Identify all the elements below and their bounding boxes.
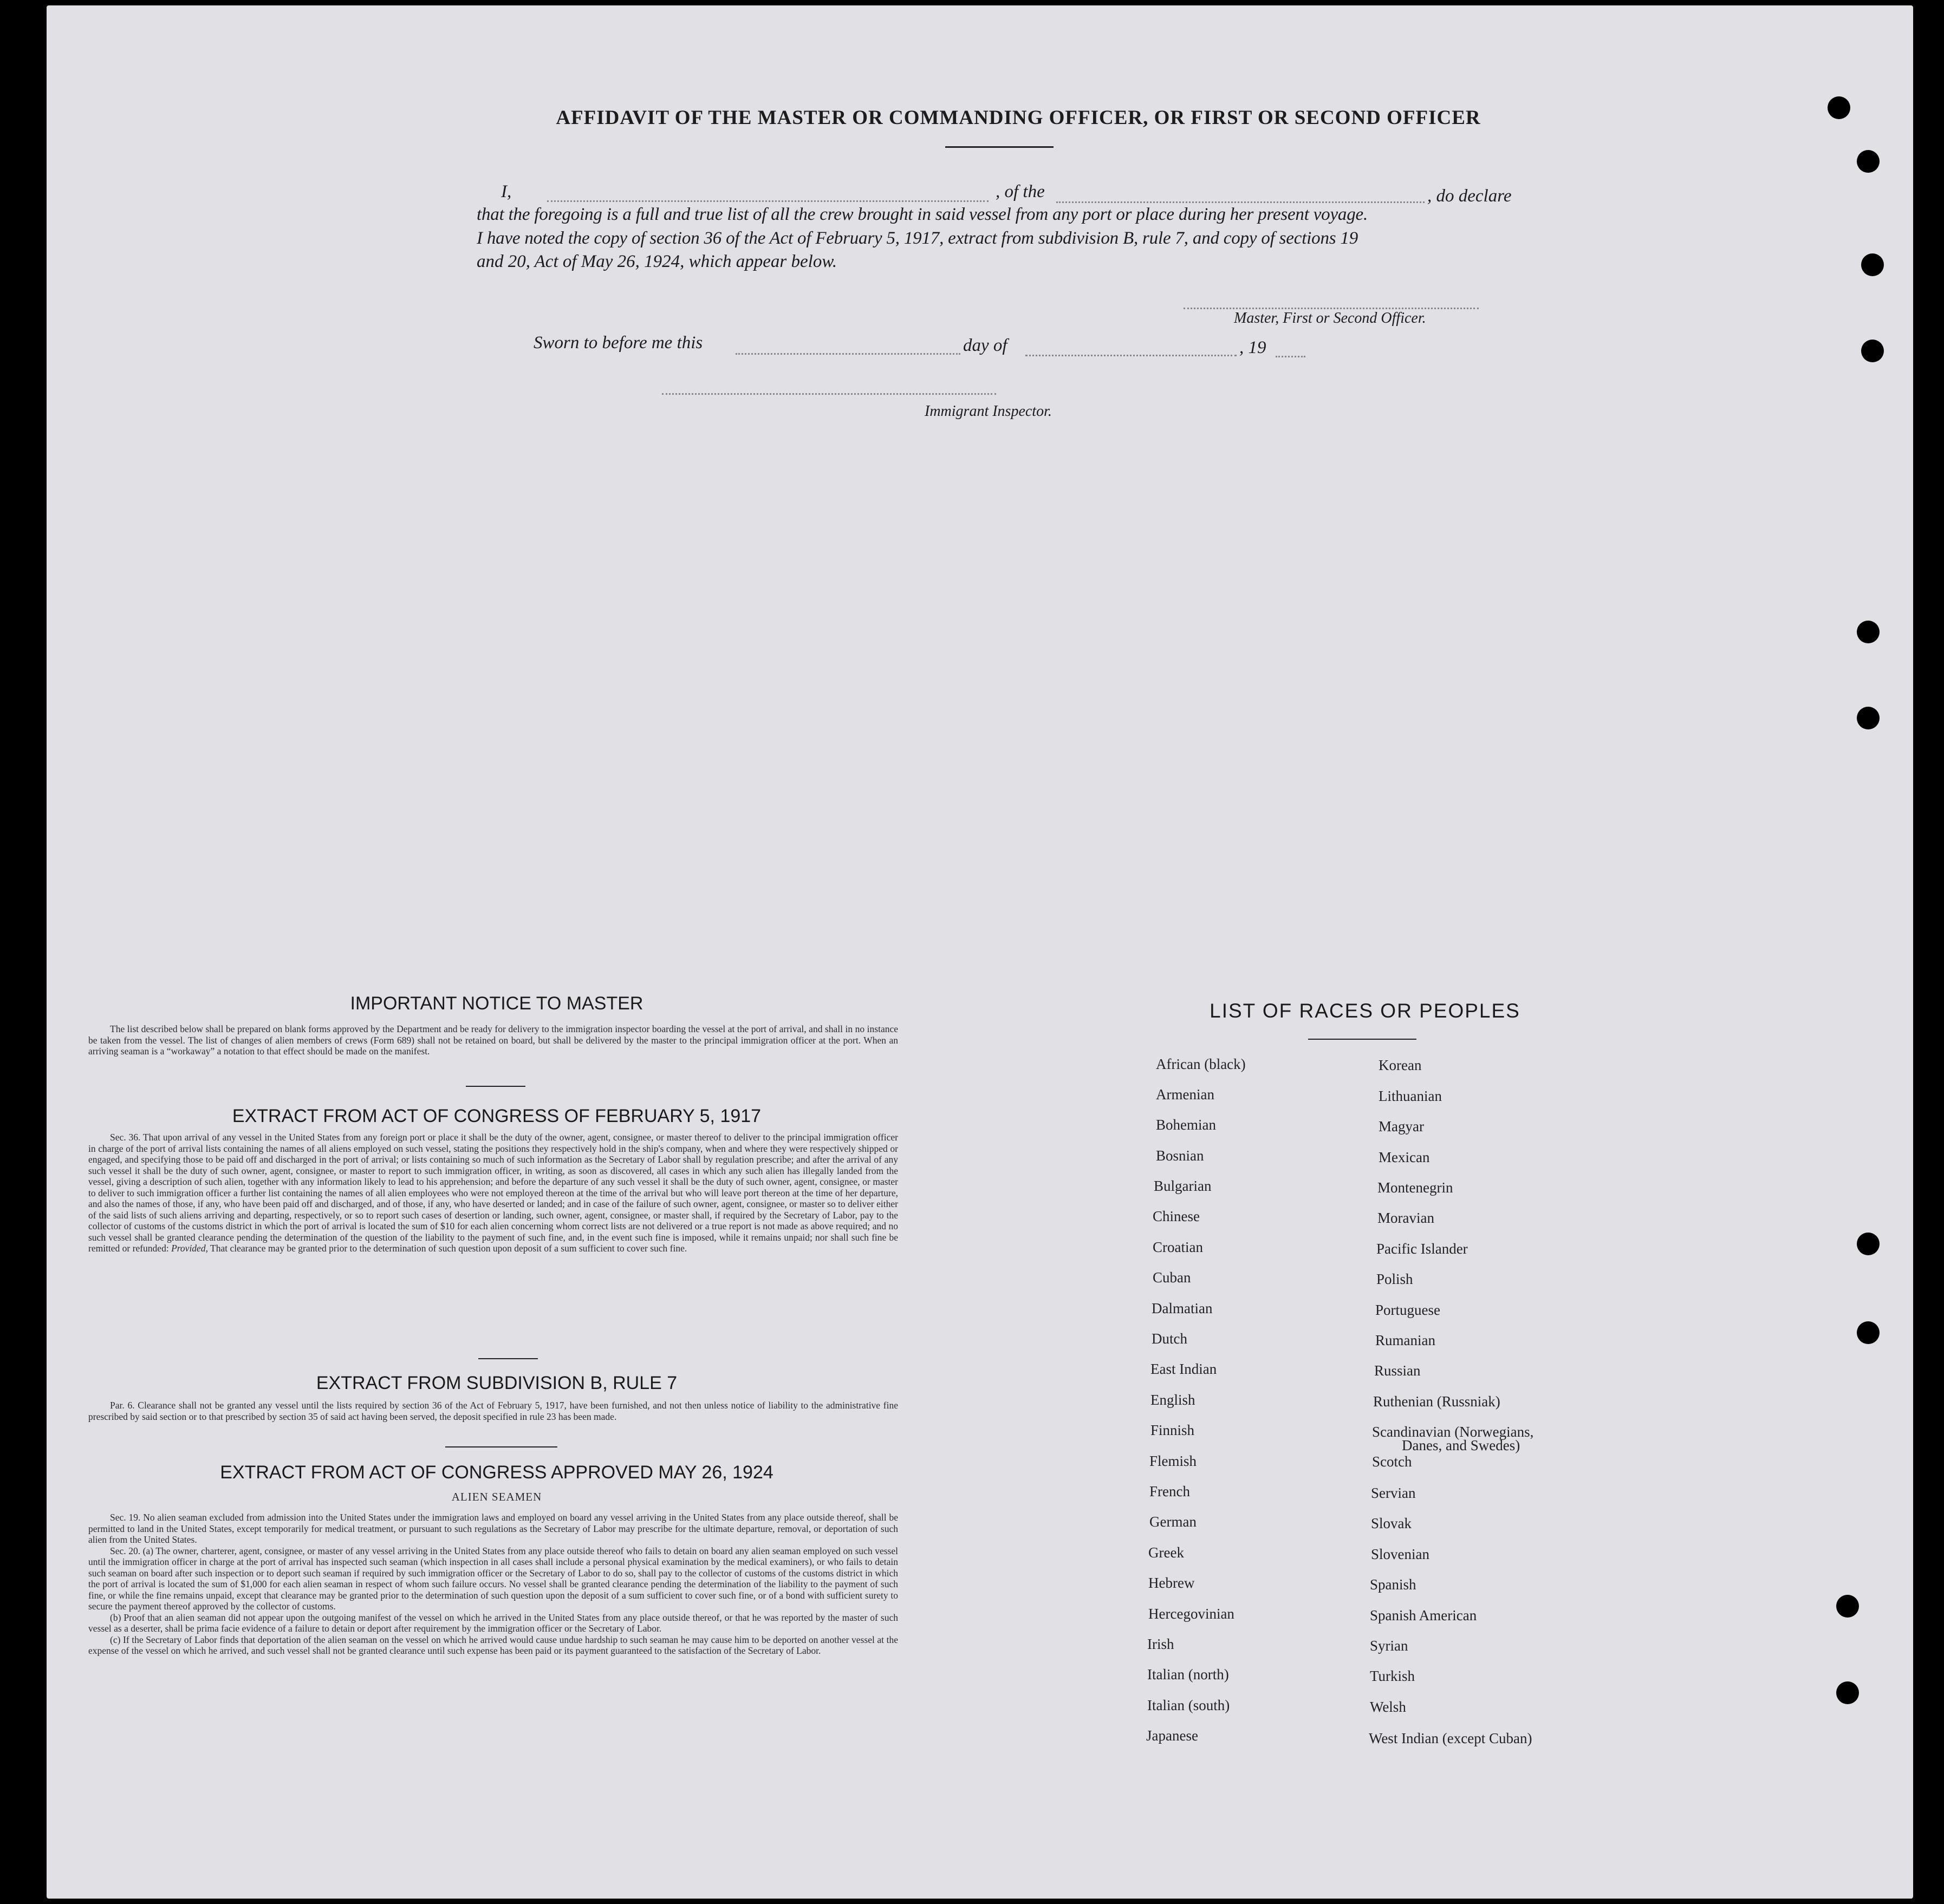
race-item: Portuguese bbox=[1375, 1302, 1440, 1318]
race-item: Moravian bbox=[1377, 1210, 1434, 1226]
extract-1924-title: EXTRACT FROM ACT OF CONGRESS APPROVED MAY 26, 1924 bbox=[220, 1462, 773, 1483]
punch-hole bbox=[1861, 340, 1884, 362]
race-item-scandinavian bbox=[1372, 1425, 1578, 1452]
race-item: Italian (south) bbox=[1147, 1697, 1230, 1713]
race-item: West Indian (except Cuban) bbox=[1369, 1730, 1532, 1746]
race-item: English bbox=[1150, 1392, 1195, 1408]
race-item: Japanese bbox=[1146, 1727, 1198, 1744]
extract-1917-title: EXTRACT FROM ACT OF CONGRESS OF FEBRUARY 5, 1917 bbox=[232, 1106, 762, 1126]
extract-1917-body bbox=[88, 1132, 898, 1254]
race-item: Italian (north) bbox=[1147, 1666, 1229, 1683]
provided-word: Provided, bbox=[171, 1243, 208, 1254]
inspector-caption: Immigrant Inspector. bbox=[925, 403, 1052, 420]
punch-hole bbox=[1857, 150, 1880, 173]
section-divider bbox=[466, 1086, 525, 1087]
affidavit-text-line: and 20, Act of May 26, 1924, which appear below. bbox=[477, 252, 837, 271]
race-item: Dutch bbox=[1152, 1331, 1187, 1347]
race-item: Cuban bbox=[1153, 1269, 1191, 1286]
race-item: Slovenian bbox=[1371, 1546, 1429, 1562]
race-item: Irish bbox=[1147, 1636, 1174, 1652]
sworn-label: Sworn to before me this bbox=[534, 333, 703, 353]
sworn-year-field[interactable] bbox=[1276, 356, 1305, 357]
race-item: Lithuanian bbox=[1379, 1088, 1442, 1104]
sec20c-text: (c) If the Secretary of Labor finds that deportation of the alien seaman on the vessel on which he arrived would cause undue hardship to such seaman he may cause him to be deported on another vessel at the expense of the vessel on which he arrived, and such vessel shall not be granted clearance until such expense has been paid or its payment guaranteed to the satisfaction of the Secretary of Labor. bbox=[88, 1634, 898, 1656]
punch-hole bbox=[1857, 1233, 1880, 1255]
declarant-prefix: I, bbox=[501, 182, 512, 201]
day-of-label: day of bbox=[963, 336, 1007, 355]
race-item: Montenegrin bbox=[1377, 1179, 1453, 1196]
race-item: Pacific Islander bbox=[1376, 1241, 1468, 1257]
alien-seamen-subtitle: ALIEN SEAMEN bbox=[451, 1490, 542, 1503]
race-item: Greek bbox=[1148, 1544, 1184, 1561]
notice-body: The list described below shall be prepared on blank forms approved by the Department and be ready for delivery to the immigration inspector boarding the vessel at the port of arrival, and shall in no instance be taken from the vessel. The list of changes of alien members of crews (Form 689) shall not be retained on board, but shall be delivered by the master to the principal immigration officer at the port. When an arriving seaman is a “workaway” a notation to that effect should be made on the manifest. bbox=[88, 1023, 898, 1057]
punch-hole bbox=[1836, 1681, 1859, 1704]
year-prefix: , 19 bbox=[1239, 338, 1266, 357]
race-item: Hercegovinian bbox=[1148, 1606, 1234, 1622]
punch-hole bbox=[1836, 1595, 1859, 1618]
race-item: Scotch bbox=[1372, 1453, 1412, 1470]
race-item: African (black) bbox=[1156, 1056, 1246, 1072]
race-item: Bohemian bbox=[1156, 1117, 1216, 1133]
punch-hole bbox=[1828, 96, 1850, 119]
race-item: Syrian bbox=[1370, 1638, 1408, 1654]
rule7-body: Par. 6. Clearance shall not be granted any vessel until the lists required by section 36 of the Act of February 5, 1917, have been furnished, and not then unless notice of liability to the administrative fine prescribed by said section or to that prescribed by section 35 of said act having been served, the deposit specified in rule 23 has been made. bbox=[88, 1400, 898, 1422]
inspector-signature-field[interactable] bbox=[662, 393, 996, 395]
race-item: Magyar bbox=[1379, 1118, 1424, 1134]
race-item: Polish bbox=[1376, 1271, 1413, 1287]
punch-hole bbox=[1857, 621, 1880, 643]
race-item: Russian bbox=[1374, 1362, 1421, 1379]
race-item: Spanish bbox=[1370, 1576, 1416, 1593]
race-item: Scandinavian (Norwegians, bbox=[1372, 1424, 1534, 1440]
vessel-name-field[interactable] bbox=[1056, 201, 1425, 203]
race-item: Chinese bbox=[1153, 1208, 1200, 1224]
master-caption: Master, First or Second Officer. bbox=[1234, 310, 1426, 327]
affidavit-text-line: that the foregoing is a full and true list of all the crew brought in said vessel from any port or place during her present voyage. bbox=[477, 205, 1368, 224]
section-divider bbox=[445, 1446, 557, 1447]
extract-1924-body bbox=[88, 1512, 898, 1657]
race-item: Bosnian bbox=[1156, 1147, 1204, 1164]
race-item: Turkish bbox=[1370, 1668, 1415, 1684]
sec19-text: Sec. 19. No alien seaman excluded from admission into the United States under the immigration laws and employed on board any vessel arriving in the United States from any place outside thereof, shall be permitted to land in the United States, except temporarily for medical treatment, or pursuant to such regulations as the Secretary of Labor may prescribe for the ultimate departure, removal, or deportation of such alien from the United States. bbox=[88, 1512, 898, 1545]
race-item: Finnish bbox=[1150, 1422, 1195, 1438]
races-title: LIST OF RACES OR PEOPLES bbox=[1210, 1000, 1520, 1022]
race-item: German bbox=[1149, 1514, 1197, 1530]
affidavit-text-line: I have noted the copy of section 36 of the Act of February 5, 1917, extract from subdivision B, rule 7, and copy of sections 19 bbox=[477, 229, 1358, 248]
race-item: Armenian bbox=[1156, 1086, 1214, 1103]
sworn-day-field[interactable] bbox=[736, 353, 960, 355]
affidavit-heading: AFFIDAVIT OF THE MASTER OR COMMANDING OFFICER, OR FIRST OR SECOND OFFICER bbox=[556, 107, 1481, 129]
punch-hole bbox=[1861, 253, 1884, 276]
punch-hole bbox=[1857, 707, 1880, 729]
extract-1917-text: Sec. 36. That upon arrival of any vessel in the United States from any foreign port or place it shall be the duty of the owner, agent, consignee, or master thereof to deliver to the principal immigration officer in charge of the port of arrival lists containing the names of all aliens employed on such vessel, stating the positions they respectively hold in the ship's company, when and where they were respectively shipped or engaged, and specifying those to be paid off and discharged in the port of arrival; or lists containing so much of such information as the Secretary of Labor shall by regulation prescribe; and after the arrival of any such vessel it shall be the duty of such owner, agent, consignee, or master to report to such immigration officer, in writing, as soon as discovered, all cases in which any such alien has illegally landed from the vessel, giving a description of such alien, together with any information likely to lead to his apprehension; and before the departure of any such vessel it shall be the duty of such owner, agent, consignee, or master to deliver to such immigration officer a further list containing the names of all alien employees who were not employed thereon at the time of the arrival but who will leave port thereon at the time of her departure, and also the names of those, if any, who have been paid off and discharged, and of those, if any, who have deserted or landed; and in case of the failure of such owner, agent, consignee, or master so to deliver either of the said lists of such aliens arriving and departing, respectively, or so to report such cases of desertion or landing, such owner, agent, consignee, or master shall, if required by the Secretary of Labor, pay to the collector of customs of the customs district in which the port of arrival is located the sum of $10 for each alien concerning whom correct lists are not delivered or a true report is not made as above required; and no such vessel shall be granted clearance pending the determination of the question of the liability to the payment of such fine, and, in the event such fine is imposed, while it remains unpaid; nor shall such fine be remitted or refunded: bbox=[88, 1132, 898, 1254]
race-item: Rumanian bbox=[1375, 1332, 1435, 1348]
master-signature-field[interactable] bbox=[1184, 308, 1479, 309]
rule7-title: EXTRACT FROM SUBDIVISION B, RULE 7 bbox=[316, 1373, 678, 1393]
do-declare-label: , do declare bbox=[1427, 186, 1512, 206]
race-item: Croatian bbox=[1153, 1239, 1203, 1255]
race-item: French bbox=[1149, 1483, 1190, 1499]
section-divider bbox=[478, 1358, 538, 1359]
race-item-continued: Danes, and Swedes) bbox=[1402, 1437, 1520, 1453]
sec20a-text: Sec. 20. (a) The owner, charterer, agent, consignee, or master of any vessel arriving in the United States from any place outside thereof who fails to detain on board any alien seaman employed on such vessel until the immigration officer in charge at the port of arrival has inspected such seaman (which inspection in all cases shall include a personal physical examination by the medical examiners), or who fails to detain such seaman on board after such inspection or to deport such seaman if required by such immigration officer or the Secretary of Labor to do so, shall pay to the collector of customs of the customs district in which the port of arrival is located the sum of $1,000 for each alien seaman in respect of whom such failure occurs. No vessel shall be granted clearance pending the determination of the liability to the payment of such fine, or while the fine remains unpaid, except that clearance may be granted prior to the determination of such question upon the deposit of a sum sufficient to cover such fine, or of a bond with sufficient surety to secure the payment thereof approved by the collector of customs. bbox=[88, 1545, 898, 1612]
sworn-month-field[interactable] bbox=[1025, 355, 1237, 356]
race-item: Dalmatian bbox=[1152, 1300, 1213, 1316]
of-the-label: , of the bbox=[996, 182, 1045, 201]
heading-underline bbox=[945, 146, 1054, 148]
notice-title: IMPORTANT NOTICE TO MASTER bbox=[350, 993, 643, 1014]
races-underline bbox=[1308, 1039, 1416, 1040]
race-item: East Indian bbox=[1150, 1361, 1217, 1377]
race-item: Servian bbox=[1371, 1485, 1416, 1501]
race-item: Korean bbox=[1379, 1057, 1422, 1073]
race-item: Bulgarian bbox=[1154, 1178, 1212, 1194]
race-item: Spanish American bbox=[1370, 1607, 1477, 1623]
punch-hole bbox=[1857, 1321, 1880, 1344]
race-item: Flemish bbox=[1149, 1453, 1197, 1469]
extract-1917-text-end: That clearance may be granted prior to the determination of such question upon deposit of a sum sufficient to cover such fine. bbox=[210, 1243, 687, 1254]
race-item: Mexican bbox=[1379, 1149, 1430, 1165]
race-item: Ruthenian (Russniak) bbox=[1373, 1393, 1500, 1410]
race-item: Slovak bbox=[1371, 1515, 1412, 1531]
sec20b-text: (b) Proof that an alien seaman did not appear upon the outgoing manifest of the vessel on which he arrived in the United States from any place outside thereof, or that he was reported by the master of such vessel as a deserter, shall be prima facie evidence of a failure to detain or deport after requirement by the immigration officer or the Secretary of Labor. bbox=[88, 1612, 898, 1634]
race-item: Welsh bbox=[1370, 1699, 1406, 1715]
race-item: Hebrew bbox=[1148, 1575, 1195, 1591]
declarant-name-field[interactable] bbox=[547, 200, 989, 202]
